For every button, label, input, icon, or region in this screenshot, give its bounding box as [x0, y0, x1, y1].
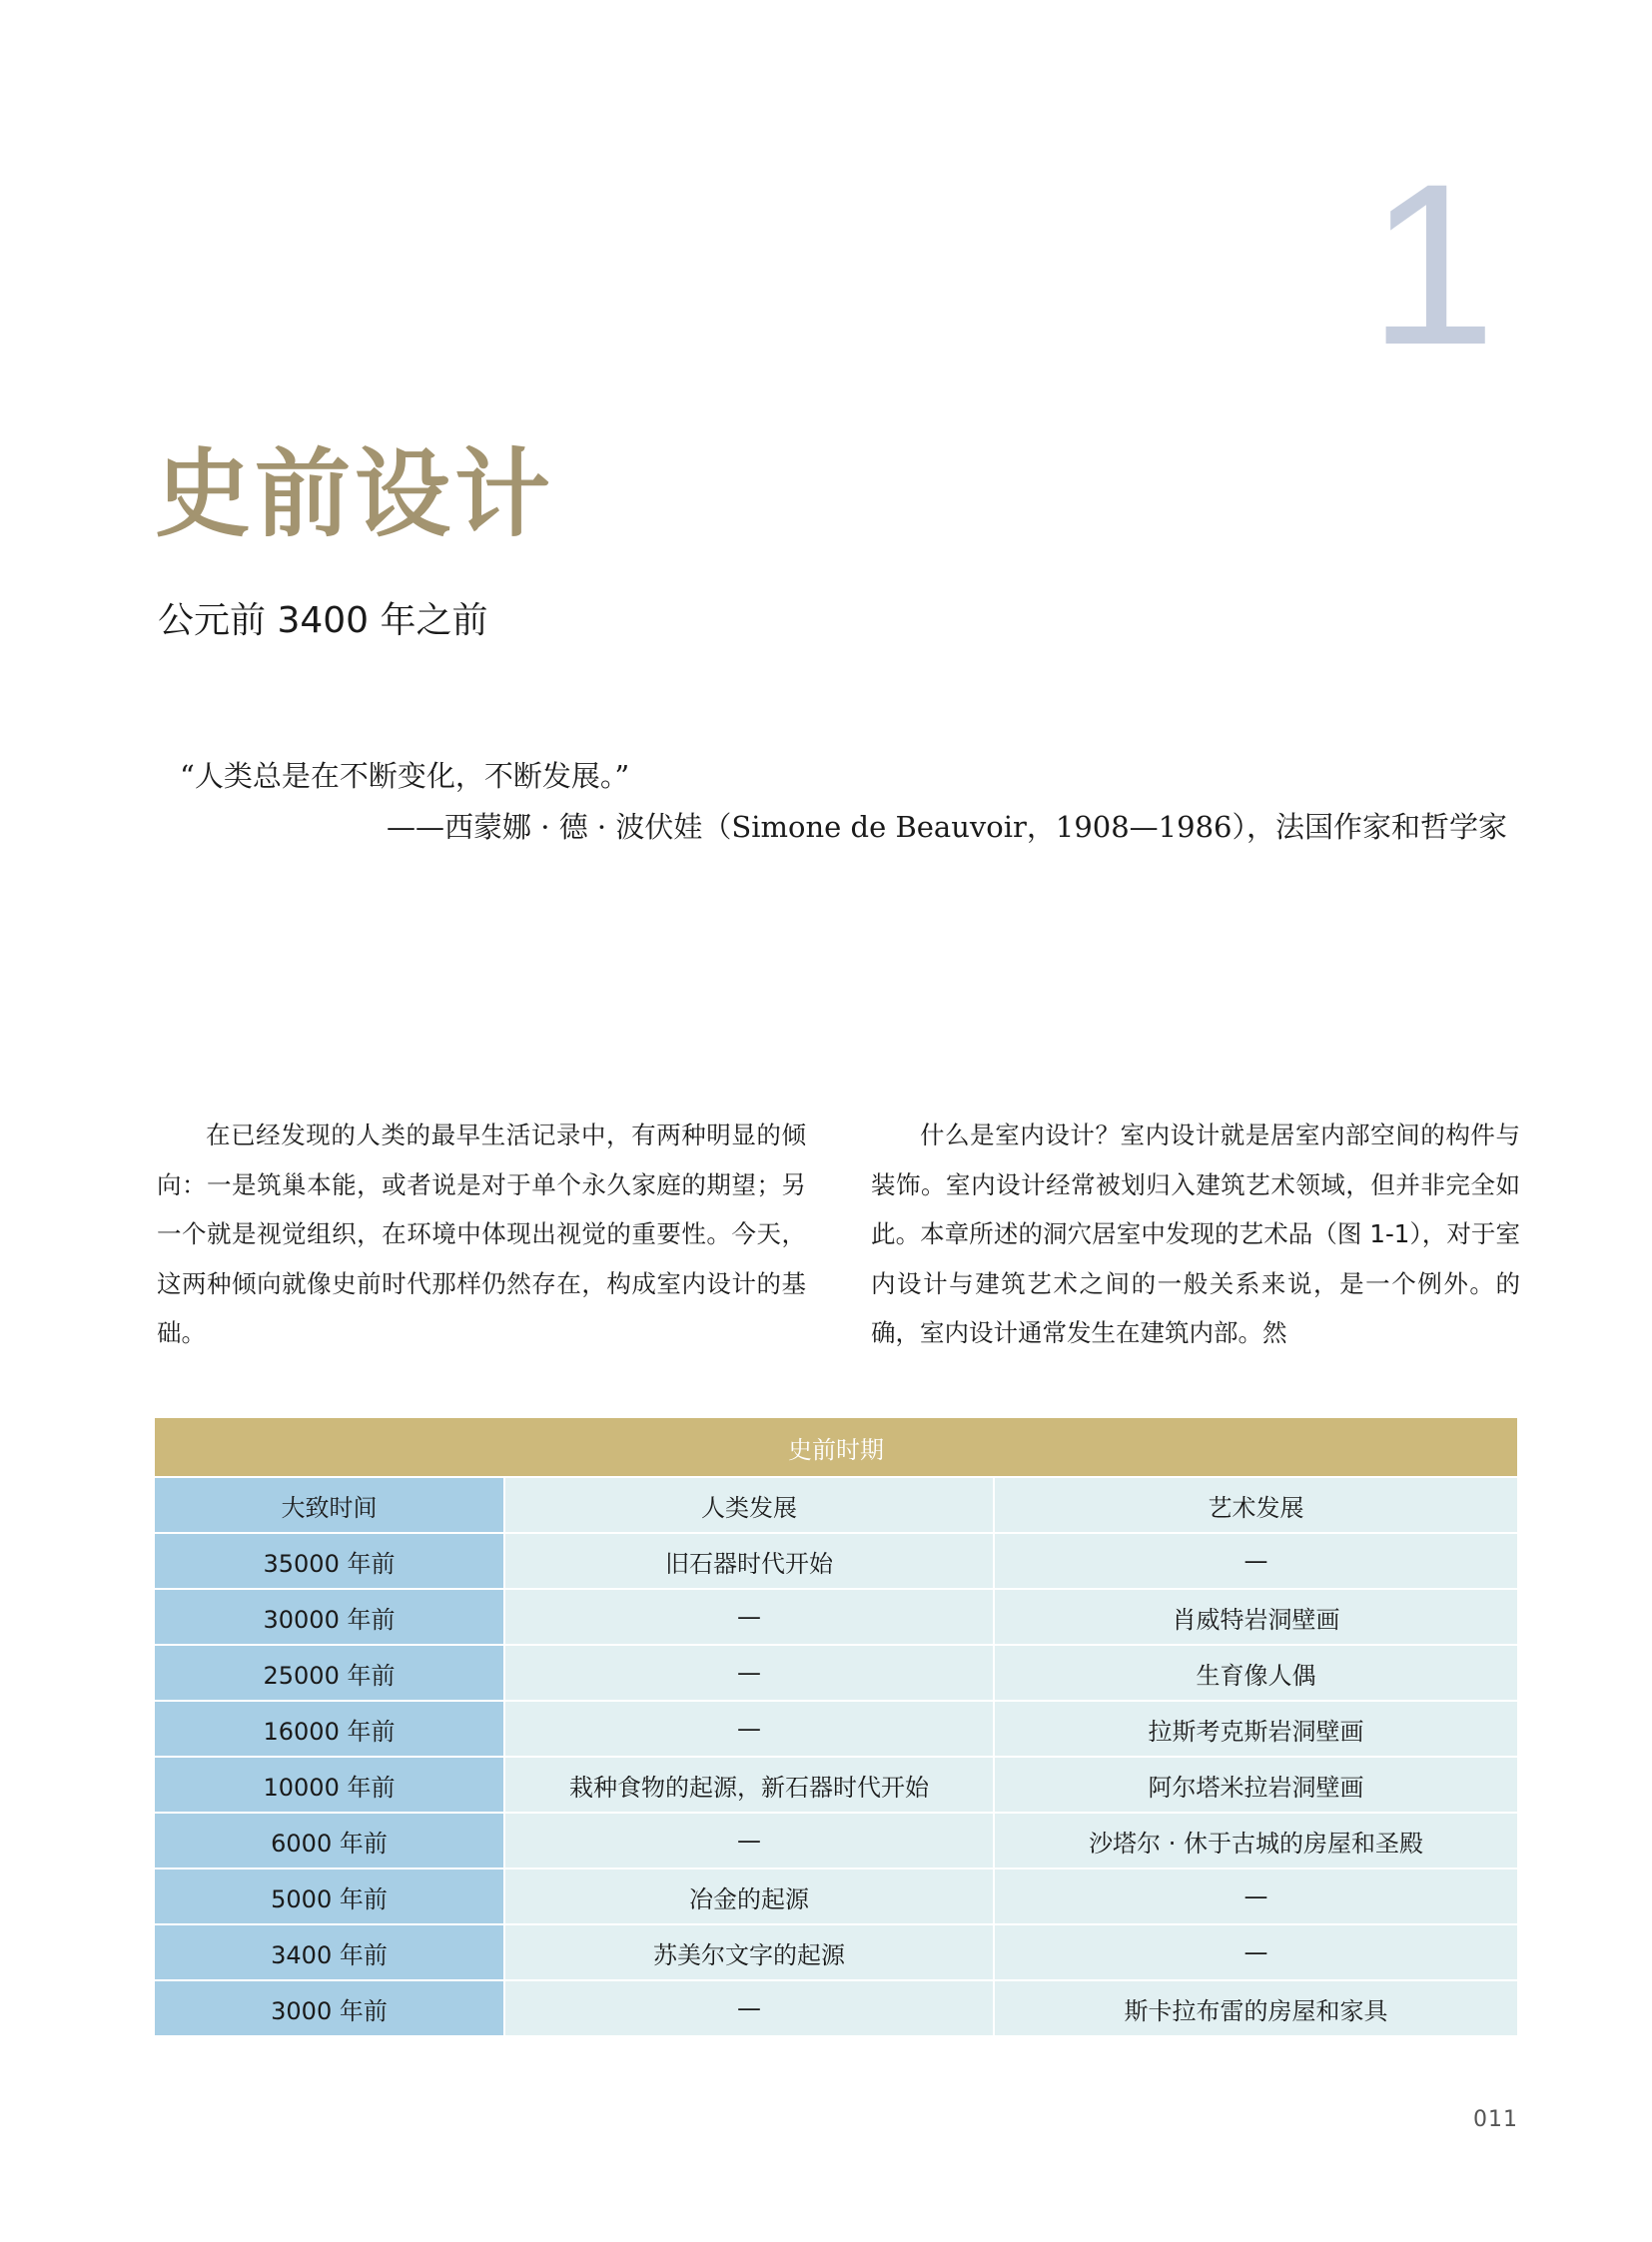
- cell-art-development: —: [994, 1924, 1517, 1980]
- table-row: [155, 1813, 1517, 1868]
- cell-human-development: 栽种食物的起源，新石器时代开始: [504, 1757, 994, 1813]
- table-body: [155, 1477, 1517, 2035]
- header-cell-time: 大致时间: [155, 1477, 504, 1533]
- cell-human-development: —: [504, 1813, 994, 1868]
- table-row: [155, 1645, 1517, 1701]
- prehistoric-timeline-table: [155, 1418, 1517, 2035]
- cell-human-development: —: [504, 1589, 994, 1645]
- cell-art-development: 阿尔塔米拉岩洞壁画: [994, 1757, 1517, 1813]
- cell-art-development: 斯卡拉布雷的房屋和家具: [994, 1980, 1517, 2035]
- chapter-subtitle: 公元前 3400 年之前: [158, 600, 488, 641]
- cell-art-development: 拉斯考克斯岩洞壁画: [994, 1701, 1517, 1757]
- cell-art-development: 沙塔尔 · 休于古城的房屋和圣殿: [994, 1813, 1517, 1868]
- epigraph-quote: “人类总是在不断变化，不断发展。”: [180, 759, 630, 793]
- cell-human-development: —: [504, 1980, 994, 2035]
- cell-time: 30000 年前: [155, 1589, 504, 1645]
- chapter-title: 史前设计: [155, 438, 554, 550]
- cell-time: 3000 年前: [155, 1980, 504, 2035]
- cell-art-development: 肖威特岩洞壁画: [994, 1589, 1517, 1645]
- cell-time: 6000 年前: [155, 1813, 504, 1868]
- cell-art-development: 生育像人偶: [994, 1645, 1517, 1701]
- cell-time: 25000 年前: [155, 1645, 504, 1701]
- table-row: [155, 1701, 1517, 1757]
- cell-human-development: 冶金的起源: [504, 1868, 994, 1924]
- cell-time: 35000 年前: [155, 1533, 504, 1589]
- header-cell-art: 艺术发展: [994, 1477, 1517, 1533]
- cell-art-development: —: [994, 1533, 1517, 1589]
- table-row: [155, 1533, 1517, 1589]
- table-header-row: [155, 1477, 1517, 1533]
- table-row: [155, 1924, 1517, 1980]
- cell-human-development: 旧石器时代开始: [504, 1533, 994, 1589]
- table-row: [155, 1589, 1517, 1645]
- body-paragraph-left: 在已经发现的人类的最早生活记录中，有两种明显的倾向：一是筑巢本能，或者说是对于单个永久家庭的期望；另一个就是视觉组织，在环境中体现出视觉的重要性。今天，这两种倾向就像史前时代那样仍然存在，构成室内设计的基础。: [157, 1121, 806, 1347]
- table-row: [155, 1868, 1517, 1924]
- cell-time: 16000 年前: [155, 1701, 504, 1757]
- table-caption: 史前时期: [155, 1418, 1517, 1477]
- cell-time: 3400 年前: [155, 1924, 504, 1980]
- epigraph-attribution: ——西蒙娜 · 德 · 波伏娃（Simone de Beauvoir，1908—1986），法国作家和哲学家: [387, 810, 1507, 844]
- page-number: 011: [1473, 2107, 1518, 2132]
- header-cell-human: 人类发展: [504, 1477, 994, 1533]
- cell-human-development: —: [504, 1701, 994, 1757]
- cell-art-development: —: [994, 1868, 1517, 1924]
- cell-human-development: 苏美尔文字的起源: [504, 1924, 994, 1980]
- cell-time: 10000 年前: [155, 1757, 504, 1813]
- body-paragraph-right: 什么是室内设计？室内设计就是居室内部空间的构件与装饰。室内设计经常被划归入建筑艺术领域，但并非完全如此。本章所述的洞穴居室中发现的艺术品（图 1-1），对于室内设计与建筑艺术之间的一般关系来说，是一个例外。的确，室内设计通常发生在建筑内部。然: [871, 1121, 1520, 1347]
- cell-human-development: —: [504, 1645, 994, 1701]
- table-row: [155, 1980, 1517, 2035]
- chapter-number: 1: [1368, 136, 1492, 392]
- table-row: [155, 1757, 1517, 1813]
- cell-time: 5000 年前: [155, 1868, 504, 1924]
